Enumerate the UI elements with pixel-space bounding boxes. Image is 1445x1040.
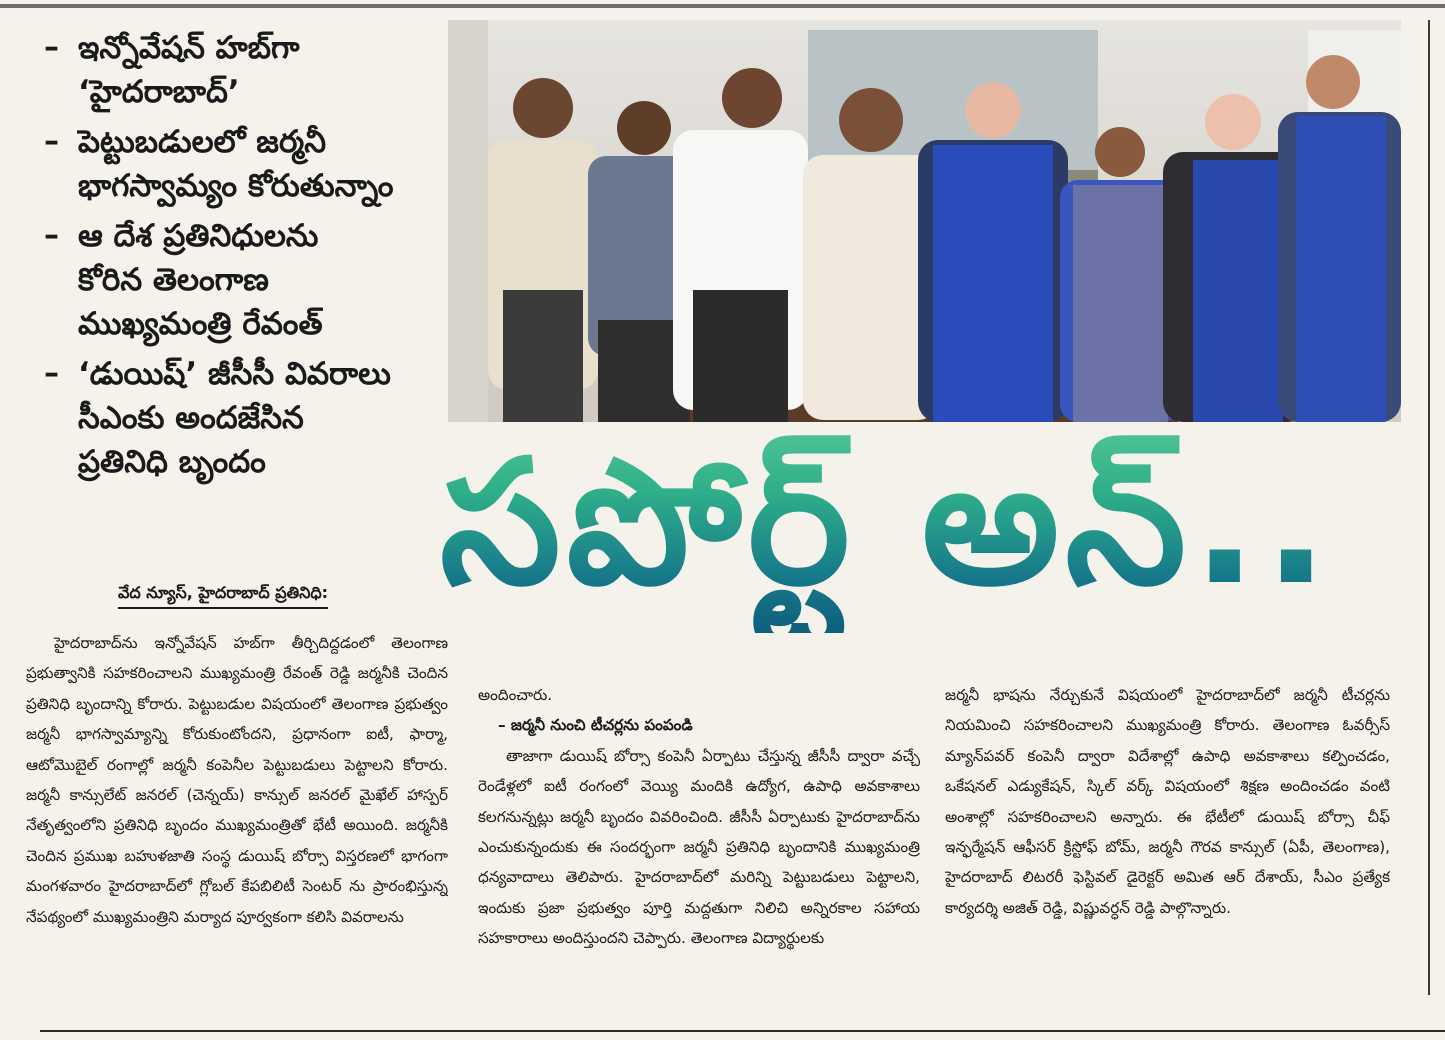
highlight-item (38, 214, 438, 346)
bullet-dash: – (44, 356, 59, 391)
highlight-line: ఇన్నోవేషన్ హబ్‌గా (78, 30, 300, 66)
article-column-2 (478, 680, 920, 1000)
highlight-item (38, 352, 438, 484)
byline: వేద న్యూస్, హైదరాబాద్ ప్రతినిధి: (118, 583, 328, 609)
highlight-item (38, 120, 438, 208)
article-paragraph: అందించారు. (478, 686, 553, 704)
highlight-line: ‘డుయిష్’ జీసీసీ వివరాలు (78, 356, 391, 392)
highlight-line: పెట్టుబడులలో జర్మనీ (78, 124, 326, 160)
bullet-dash: – (44, 30, 59, 65)
article-column-1 (26, 628, 448, 1004)
article-paragraph: తాజాగా డుయిష్ బోర్సా కంపెనీ ఏర్పాటు చేస్తున్న జీసీసీ ద్వారా వచ్చే రెండేళ్లలో ఐటీ రంగంలో వెయ్యి మందికి ఉద్యోగ, ఉపాధి అవకాశాలు కలగనున్నట్లు జర్మనీ బృందం వివరించింది. జీసీసీ ఏర్పాటుకు హైదరాబాద్‌ను ఎంచుకున్నందుకు ఈ సందర్భంగా జర్మనీ ప్రతినిధి బృందానికి ముఖ్యమంత్రి ధన్యవాదాలు తెలిపారు. హైదరాబాద్‌లో మరిన్ని పెట్టుబడులు పెట్టాలని, ఇందుకు ప్రజా ప్రభుత్వం పూర్తి మద్దతుగా నిలిచి అన్నిరకాల సహాయ సహకారాలు అందిస్తుందని చెప్పారు. తెలంగాణ విద్యార్థులకు (478, 746, 920, 948)
bottom-rule (40, 1030, 1445, 1032)
article-paragraph: హైదరాబాద్‌ను ఇన్నోవేషన్ హబ్‌గా తీర్చిదిద్దడంలో తెలంగాణ ప్రభుత్వానికి సహకరించాలని ముఖ్యమంత్రి రేవంత్ రెడ్డి జర్మనీకి చెందిన ప్రతినిధి బృందాన్ని కోరారు. పెట్టుబడుల విషయంలో తెలంగాణ ప్రభుత్వం జర్మనీ భాగస్వామ్యాన్ని కోరుకుంటోందని, ప్రధానంగా ఐటీ, ఫార్మా, ఆటోమొబైల్ రంగాల్లో జర్మనీ కంపెనీల పెట్టుబడులు పెట్టాలని కోరారు. జర్మనీ కాన్సులేట్ జనరల్ (చెన్నయ్) కాన్సుల్ జనరల్ మైఖేల్ హాస్పర్ నేతృత్వంలోని ప్రతినిధి బృందం ముఖ్యమంత్రితో భేటీ అయింది. జర్మనీకి చెందిన ప్రముఖ బహుళజాతి సంస్థ డుయిష్ బోర్సా విస్తరణలో భాగంగా మంగళవారం హైదరాబాద్‌లో గ్లోబల్ కేపబిలిటీ సెంటర్ ను ప్రారంభిస్తున్న నేపథ్యంలో ముఖ్యమంత్రిని మర్యాద పూర్వకంగా కలిసి వివరాలను (26, 634, 448, 926)
highlight-line: ‘హైదరాబాద్’ (78, 74, 240, 110)
article-paragraph: జర్మనీ భాషను నేర్చుకునే విషయంలో హైదరాబాద్‌లో జర్మనీ టీచర్లను నియమించి సహకరించాలని ముఖ్యమంత్రి కోరారు. తెలంగాణ ఓవర్సీస్ మ్యాన్‌పవర్ కంపెనీ ద్వారా విదేశాల్లో ఉపాధి అవకాశాలు కల్పించడం, ఒకేషనల్ ఎడ్యుకేషన్, స్కిల్ వర్క్ విషయంలో శిక్షణ అందించడం వంటి అంశాల్లో సహకరించాలని అన్నారు. ఈ భేటీలో డుయిష్ బోర్సా చీఫ్ ఇన్ఫర్మేషన్ ఆఫీసర్ క్రిస్టోఫ్ బోమ్, జర్మనీ గౌరవ కాన్సుల్ (ఏపీ, తెలంగాణ), హైదరాబాద్ లిటరరీ ఫెస్టివల్ డైరెక్టర్ అమిత ఆర్ దేశాయ్, సీఎం ప్రత్యేక కార్యదర్శి అజిత్ రెడ్డి, విష్ణువర్ధన్ రెడ్డి పాల్గొన్నారు. (945, 686, 1390, 917)
highlight-line: సీఎంకు అందజేసిన (78, 400, 304, 436)
bullet-dash: – (44, 124, 59, 159)
highlight-line: భాగస్వామ్యం కోరుతున్నాం (78, 168, 394, 204)
subheading: – జర్మనీ నుంచి టీచర్లను పంపండి (498, 716, 693, 735)
news-photo (448, 20, 1401, 422)
highlight-item (38, 26, 438, 114)
article-column-3 (945, 680, 1390, 970)
headline (440, 425, 1425, 705)
group-photo-illustration (448, 20, 1401, 422)
top-rule (0, 4, 1445, 8)
highlight-line: ఆ దేశ ప్రతినిధులను (78, 218, 319, 254)
headline-text: సపోర్ట్ అన్.. (440, 425, 1425, 633)
column-rule (1428, 20, 1430, 995)
highlights-list (38, 26, 438, 490)
highlight-line: ముఖ్యమంత్రి రేవంత్ (78, 306, 323, 342)
highlight-line: కోరిన తెలంగాణ (78, 262, 269, 298)
highlight-line: ప్రతినిధి బృందం (78, 444, 266, 480)
bullet-dash: – (44, 218, 59, 253)
